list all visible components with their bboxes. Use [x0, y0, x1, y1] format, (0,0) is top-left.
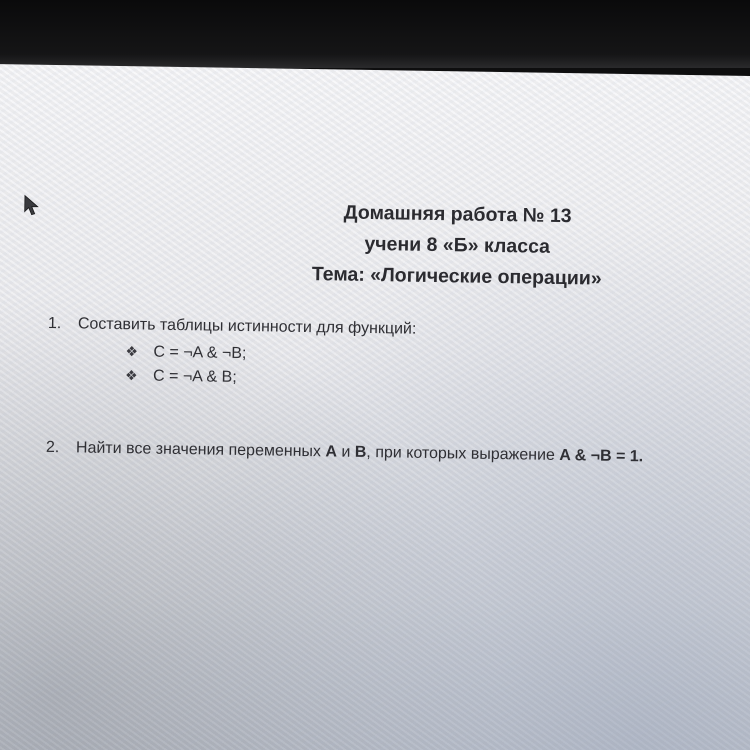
list-item: [125, 363, 246, 389]
task-2: [46, 439, 644, 466]
task-1-text: Составить таблицы истинности для функций:: [77, 315, 417, 338]
list-item: [125, 339, 246, 365]
mouse-pointer-arrow-icon: [24, 195, 42, 217]
task-2-text-middle: , при которых выражение: [366, 443, 560, 464]
homework-title: Домашняя работа № 13: [343, 201, 572, 228]
formula-2: C = ¬A & B;: [152, 367, 237, 386]
task-1-bullet-list: [125, 339, 247, 389]
diamond-bullet-icon: ❖: [125, 367, 138, 384]
document-header: [286, 197, 627, 295]
monitor-bezel: [0, 0, 750, 68]
variable-a: A: [325, 443, 338, 461]
formula-1: C = ¬A & ¬B;: [153, 343, 247, 363]
document-page: [0, 64, 750, 750]
task-1: [48, 315, 417, 339]
variable-b: B: [354, 443, 367, 461]
task-2-conjunction: и: [336, 443, 355, 461]
task-2-text-before: Найти все значения переменных: [75, 439, 326, 461]
class-line: учени 8 «Б» класса: [364, 232, 551, 258]
topic-line: Тема: «Логические операции»: [311, 263, 602, 290]
diamond-bullet-icon: ❖: [125, 343, 139, 360]
monitor-screen: [0, 64, 750, 750]
task-2-number: 2.: [45, 438, 60, 457]
task-2-expression: A & ¬B = 1.: [559, 446, 644, 466]
task-1-number: 1.: [47, 314, 62, 333]
